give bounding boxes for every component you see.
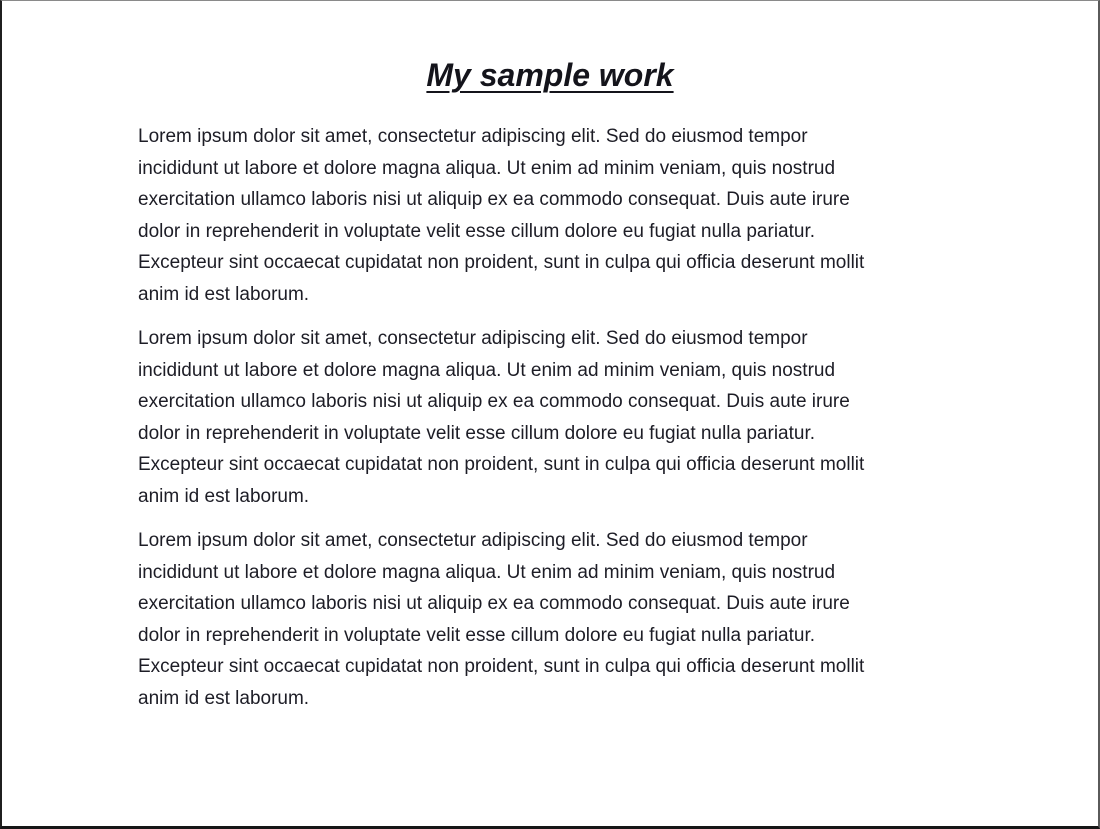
document-title-text: My sample work bbox=[426, 57, 674, 93]
paragraph bbox=[138, 525, 964, 714]
paragraph-line: exercitation ullamco laboris nisi ut aliquip ex ea commodo consequat. Duis aute irure bbox=[138, 391, 850, 412]
paragraph-line: Lorem ipsum dolor sit amet, consectetur adipiscing elit. Sed do eiusmod tempor bbox=[138, 530, 808, 551]
paragraph-line: anim id est laborum. bbox=[138, 485, 310, 507]
paragraph-line: anim id est laborum. bbox=[138, 283, 310, 305]
paragraph-line: Lorem ipsum dolor sit amet, consectetur adipiscing elit. Sed do eiusmod tempor bbox=[138, 328, 808, 349]
paragraph-line: incididunt ut labore et dolore magna aliqua. Ut enim ad minim veniam, quis nostrud bbox=[138, 359, 836, 381]
document-content bbox=[2, 1, 1098, 714]
paragraph-line: incididunt ut labore et dolore magna aliqua. Ut enim ad minim veniam, quis nostrud bbox=[138, 561, 836, 583]
document-title bbox=[2, 55, 1098, 95]
paragraph-line: Excepteur sint occaecat cupidatat non proident, sunt in culpa qui officia deserunt mollit bbox=[138, 656, 865, 677]
paragraph-line: dolor in reprehenderit in voluptate velit esse cillum dolore eu fugiat nulla pariatur. bbox=[138, 624, 816, 646]
paragraph-line: Lorem ipsum dolor sit amet, consectetur adipiscing elit. Sed do eiusmod tempor bbox=[138, 126, 808, 147]
paragraph-line: anim id est laborum. bbox=[138, 687, 310, 709]
paragraph-line: exercitation ullamco laboris nisi ut aliquip ex ea commodo consequat. Duis aute irure bbox=[138, 593, 850, 614]
paragraph bbox=[138, 121, 964, 310]
paragraph-line: Excepteur sint occaecat cupidatat non proident, sunt in culpa qui officia deserunt mollit bbox=[138, 454, 865, 475]
paragraph-line: incididunt ut labore et dolore magna aliqua. Ut enim ad minim veniam, quis nostrud bbox=[138, 157, 836, 179]
paragraph-line: dolor in reprehenderit in voluptate velit esse cillum dolore eu fugiat nulla pariatur. bbox=[138, 220, 816, 242]
paragraph-line: Excepteur sint occaecat cupidatat non proident, sunt in culpa qui officia deserunt mollit bbox=[138, 252, 865, 273]
paragraph bbox=[138, 323, 964, 512]
paragraph-line: dolor in reprehenderit in voluptate velit esse cillum dolore eu fugiat nulla pariatur. bbox=[138, 422, 816, 444]
paragraph-line: exercitation ullamco laboris nisi ut aliquip ex ea commodo consequat. Duis aute irure bbox=[138, 189, 850, 210]
